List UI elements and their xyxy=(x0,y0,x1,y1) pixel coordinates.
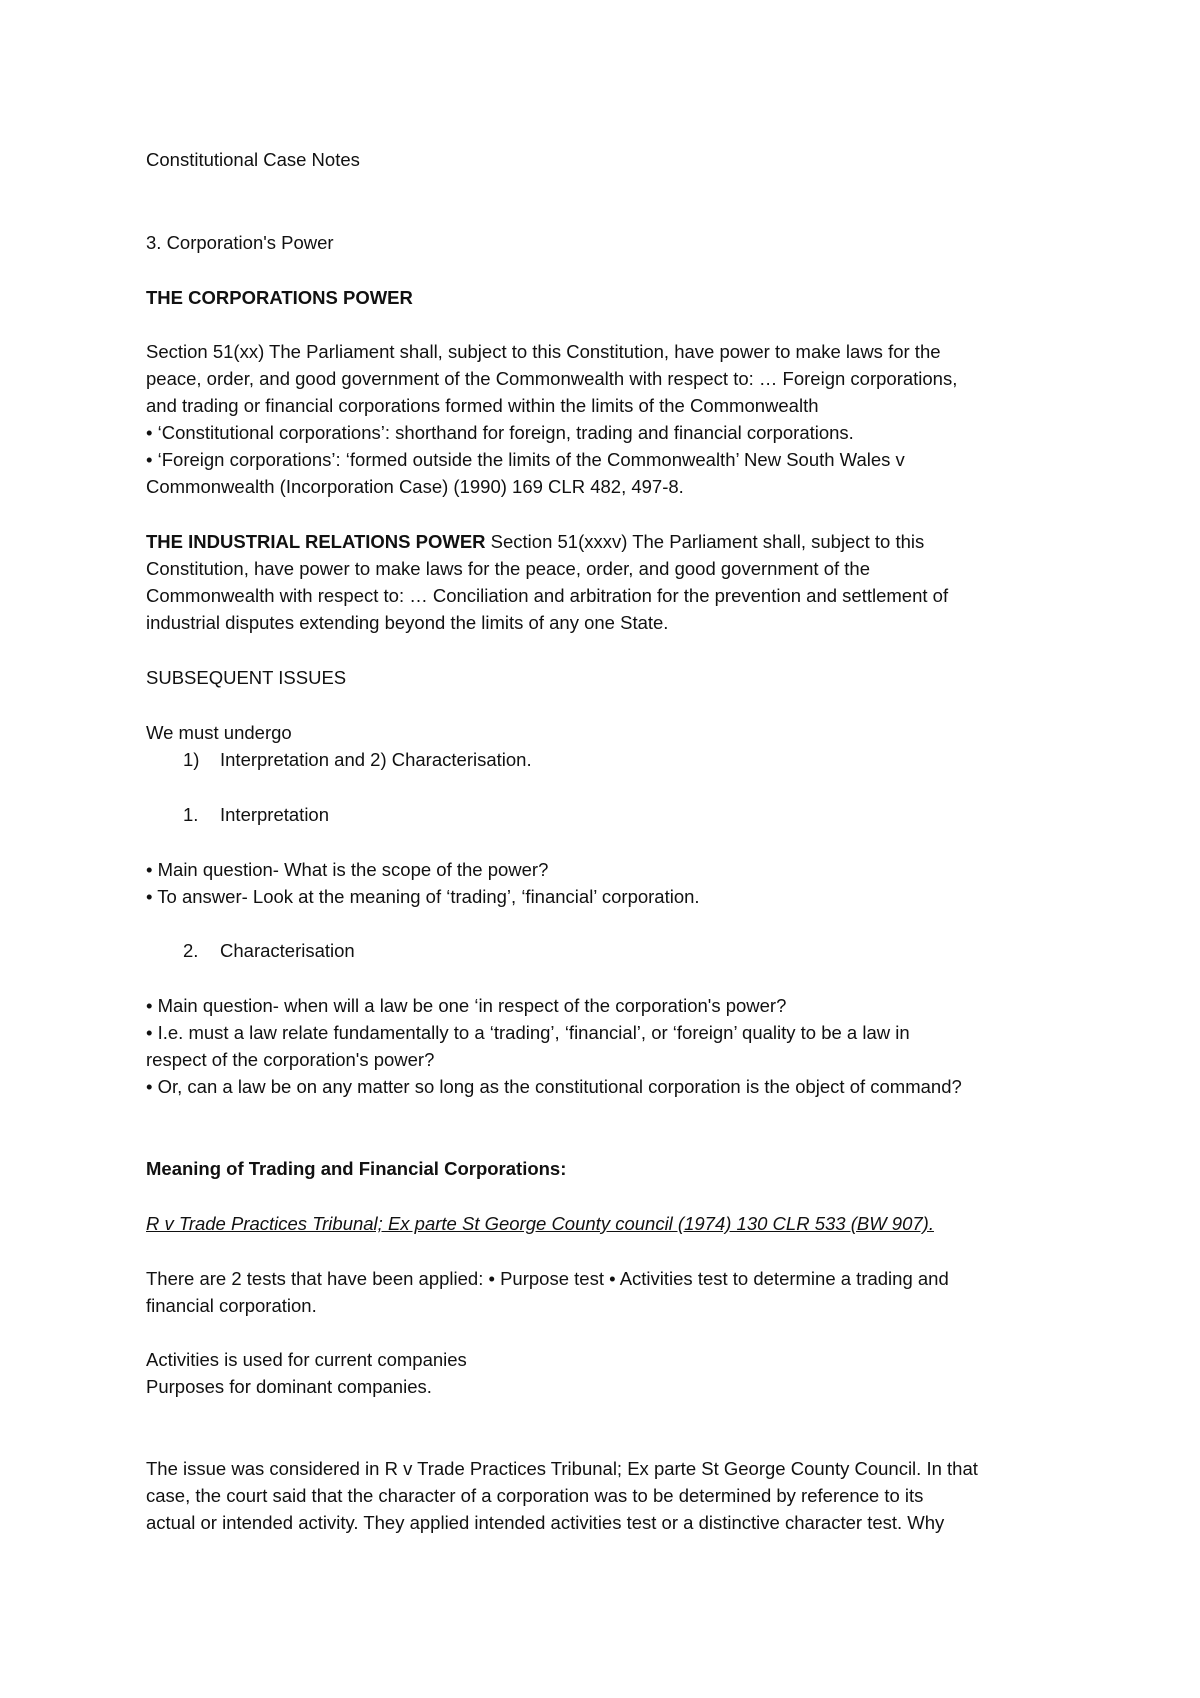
characterisation-line: respect of the corporation's power? xyxy=(146,1049,435,1070)
ir-power-line: Constitution, have power to make laws for the peace, order, and good government of the xyxy=(146,558,870,579)
interpretation-heading: Interpretation xyxy=(220,804,330,825)
issue-line: The issue was considered in R v Trade Practices Tribunal; Ex parte St George County Council. In that xyxy=(146,1458,978,1479)
section-heading: 3. Corporation's Power xyxy=(146,232,334,253)
characterisation-bullet: • Or, can a law be on any matter so long as the constitutional corporation is the object of command? xyxy=(146,1076,962,1097)
usage-line: Activities is used for current companies xyxy=(146,1349,467,1370)
document-title: Constitutional Case Notes xyxy=(146,149,360,170)
case-reference: R v Trade Practices Tribunal; Ex parte St George County council (1974) 130 CLR 533 (BW 907). xyxy=(146,1213,934,1234)
corp-power-line: and trading or financial corporations formed within the limits of the Commonwealth xyxy=(146,395,819,416)
characterisation-bullet: • Main question- when will a law be one ‘in respect of the corporation's power? xyxy=(146,995,787,1016)
subsequent-intro: We must undergo xyxy=(146,722,292,743)
corporations-power-heading: THE CORPORATIONS POWER xyxy=(146,287,413,308)
corp-power-bullet: • ‘Foreign corporations’: ‘formed outside the limits of the Commonwealth’ New South Wales v xyxy=(146,449,905,470)
list-number: 2. xyxy=(183,940,199,961)
interpretation-bullet: • To answer- Look at the meaning of ‘trading’, ‘financial’ corporation. xyxy=(146,886,700,907)
ir-power-first-line xyxy=(146,529,924,555)
usage-line: Purposes for dominant companies. xyxy=(146,1376,432,1397)
subsequent-issues-heading: SUBSEQUENT ISSUES xyxy=(146,667,347,688)
issue-line: case, the court said that the character of a corporation was to be determined by reference to its xyxy=(146,1485,924,1506)
issue-line: actual or intended activity. They applied intended activities test or a distinctive character test. Why xyxy=(146,1512,945,1533)
corp-power-line: Section 51(xx) The Parliament shall, subject to this Constitution, have power to make laws for the xyxy=(146,341,941,362)
ir-power-heading: THE INDUSTRIAL RELATIONS POWER xyxy=(146,531,486,552)
characterisation-bullet: • I.e. must a law relate fundamentally to a ‘trading’, ‘financial’, or ‘foreign’ quality to be a law in xyxy=(146,1022,910,1043)
tests-line: financial corporation. xyxy=(146,1295,317,1316)
ir-power-line: industrial disputes extending beyond the limits of any one State. xyxy=(146,612,669,633)
corp-power-bullet: • ‘Constitutional corporations’: shorthand for foreign, trading and financial corporations. xyxy=(146,422,854,443)
ir-power-line: Commonwealth with respect to: … Conciliation and arbitration for the prevention and settlement of xyxy=(146,585,949,606)
meaning-heading: Meaning of Trading and Financial Corporations: xyxy=(146,1158,567,1179)
characterisation-heading: Characterisation xyxy=(220,940,355,961)
interpretation-bullet: • Main question- What is the scope of the power? xyxy=(146,859,549,880)
ir-power-first-line-rest: Section 51(xxxv) The Parliament shall, subject to this xyxy=(485,531,925,552)
corp-power-line: Commonwealth (Incorporation Case) (1990) 169 CLR 482, 497-8. xyxy=(146,476,684,497)
corp-power-line: peace, order, and good government of the Commonwealth with respect to: … Foreign corporations, xyxy=(146,368,958,389)
list-item: Interpretation and 2) Characterisation. xyxy=(220,749,532,770)
list-number: 1) xyxy=(183,749,200,770)
tests-line: There are 2 tests that have been applied: • Purpose test • Activities test to determine a trading and xyxy=(146,1268,949,1289)
list-number: 1. xyxy=(183,804,199,825)
